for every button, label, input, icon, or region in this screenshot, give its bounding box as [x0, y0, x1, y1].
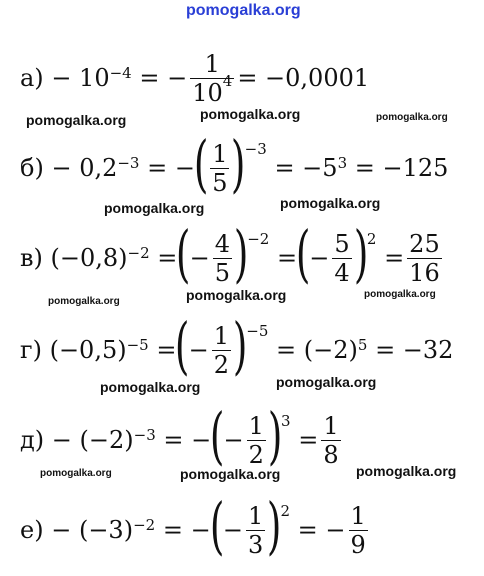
equation-b: б) − 0,2 $^{-3}$ = − ( $\frac{1}{5}$ ) $^{-3}$ = −5 $^3$ = −125 — [20, 127, 449, 200]
minus-sign: − — [309, 244, 330, 272]
numerator: 1 — [204, 49, 220, 78]
term: = − — [147, 154, 195, 182]
minus-sign: − — [189, 244, 210, 272]
left-paren: ( — [295, 217, 311, 290]
fraction — [213, 229, 232, 287]
term: = − — [162, 516, 211, 544]
denominator: 5 — [214, 258, 230, 287]
term: − (−3) — [51, 516, 134, 544]
watermark: pomogalka.org — [280, 195, 381, 211]
minus-sign: − — [222, 516, 243, 544]
term: = −0,0001 — [237, 64, 370, 92]
left-paren: ( — [210, 399, 225, 472]
term: = − — [163, 426, 212, 454]
minus-sign: − — [223, 426, 244, 454]
denominator: 4 — [334, 258, 350, 287]
term: − 0,2 — [51, 154, 118, 182]
fraction — [349, 501, 368, 559]
term: − 10 — [51, 64, 110, 92]
label-g: г) — [20, 336, 42, 364]
exponent: 4 — [222, 72, 233, 91]
fraction — [321, 411, 340, 469]
right-paren: ) — [231, 127, 246, 200]
term: (−0,5) — [49, 336, 127, 364]
denominator: 2 — [213, 350, 230, 379]
watermark: pomogalka.org — [200, 106, 301, 122]
equation-g: г) (−0,5) $^{-5}$ = ( − $\frac{1}{2}$ ) $^{-5}$ = (−2) $^5$ = −32 — [20, 309, 454, 382]
watermark: pomogalka.org — [104, 200, 205, 216]
numerator: 4 — [214, 229, 230, 258]
denominator: 8 — [323, 440, 339, 469]
term: = — [298, 426, 319, 454]
watermark: pomogalka.org — [180, 466, 281, 482]
right-paren: ) — [232, 309, 248, 382]
fraction — [246, 501, 265, 559]
denominator: 2 — [248, 440, 264, 469]
fraction — [190, 49, 234, 107]
watermark: pomogalka.org — [276, 374, 377, 390]
denominator: 9 — [350, 530, 366, 559]
numerator: 1 — [212, 139, 228, 168]
label-d: д) — [20, 426, 45, 454]
watermark: pomogalka.org — [186, 287, 287, 303]
left-paren: ( — [193, 127, 209, 200]
right-paren: ) — [267, 399, 283, 472]
term: = − — [139, 64, 188, 92]
denominator: 5 — [212, 168, 228, 197]
watermark: pomogalka.org — [26, 112, 127, 128]
numerator: 1 — [213, 321, 230, 350]
label-v: в) — [20, 244, 43, 272]
numerator: 1 — [323, 411, 339, 440]
right-paren: ) — [267, 489, 282, 562]
right-paren: ) — [233, 217, 249, 290]
label-b: б) — [20, 154, 44, 182]
equation-a: а) − 10 $^{-4}$ = − $\frac{1}{10^4}$ = −0,0001 — [20, 49, 370, 107]
denominator: 16 — [409, 258, 440, 287]
left-paren: ( — [209, 489, 225, 562]
term: = — [157, 244, 178, 272]
left-paren: ( — [176, 217, 191, 290]
fraction — [407, 229, 442, 287]
term: = — [156, 336, 177, 364]
watermark: pomogalka.org — [356, 463, 457, 479]
right-paren: ) — [353, 217, 369, 290]
term: = — [276, 244, 298, 272]
label-a: а) — [20, 64, 44, 92]
watermark-top[interactable]: pomogalka.org — [186, 2, 301, 19]
numerator: 1 — [248, 501, 264, 530]
watermark: pomogalka.org — [376, 112, 448, 123]
equation-e: е) − (−3) $^{-2}$ = − ( − $\frac{1}{3}$ ) $^2$ = − $\frac{1}{9}$ — [20, 489, 366, 562]
minus-sign: − — [188, 336, 209, 364]
watermark: pomogalka.org — [100, 379, 201, 395]
numerator: 25 — [409, 229, 440, 258]
equation-v: в) (−0,8) $^{-2}$ = ( − $\frac{4}{5}$ ) $^{-2}$ = ( − $\frac{5}{4}$ ) $^2$ = $\frac{25}{16}$ — [20, 217, 440, 290]
fraction — [247, 411, 266, 469]
term: = −125 — [354, 154, 449, 182]
denominator: 3 — [248, 530, 264, 559]
term: = −32 — [375, 336, 454, 364]
equation-d: д) − (−2) $^{-3}$ = − ( − $\frac{1}{2}$ ) $^3$ = $\frac{1}{8}$ — [20, 399, 339, 472]
fraction — [212, 321, 231, 379]
denominator-base: 10 — [192, 78, 223, 107]
term: = — [384, 244, 405, 272]
numerator: 1 — [248, 411, 264, 440]
watermark: pomogalka.org — [364, 289, 436, 300]
term: = − — [297, 516, 346, 544]
label-e: е) — [20, 516, 44, 544]
denominator — [190, 72, 234, 107]
term: (−0,8) — [50, 244, 128, 272]
numerator: 1 — [350, 501, 366, 530]
fraction — [332, 229, 351, 287]
watermark: pomogalka.org — [48, 296, 120, 307]
term: − (−2) — [51, 426, 134, 454]
watermark: pomogalka.org — [40, 468, 112, 479]
fraction — [210, 139, 229, 197]
numerator: 5 — [334, 229, 350, 258]
term: = −5 — [274, 154, 338, 182]
left-paren: ( — [175, 309, 190, 382]
term: = (−2) — [276, 336, 358, 364]
